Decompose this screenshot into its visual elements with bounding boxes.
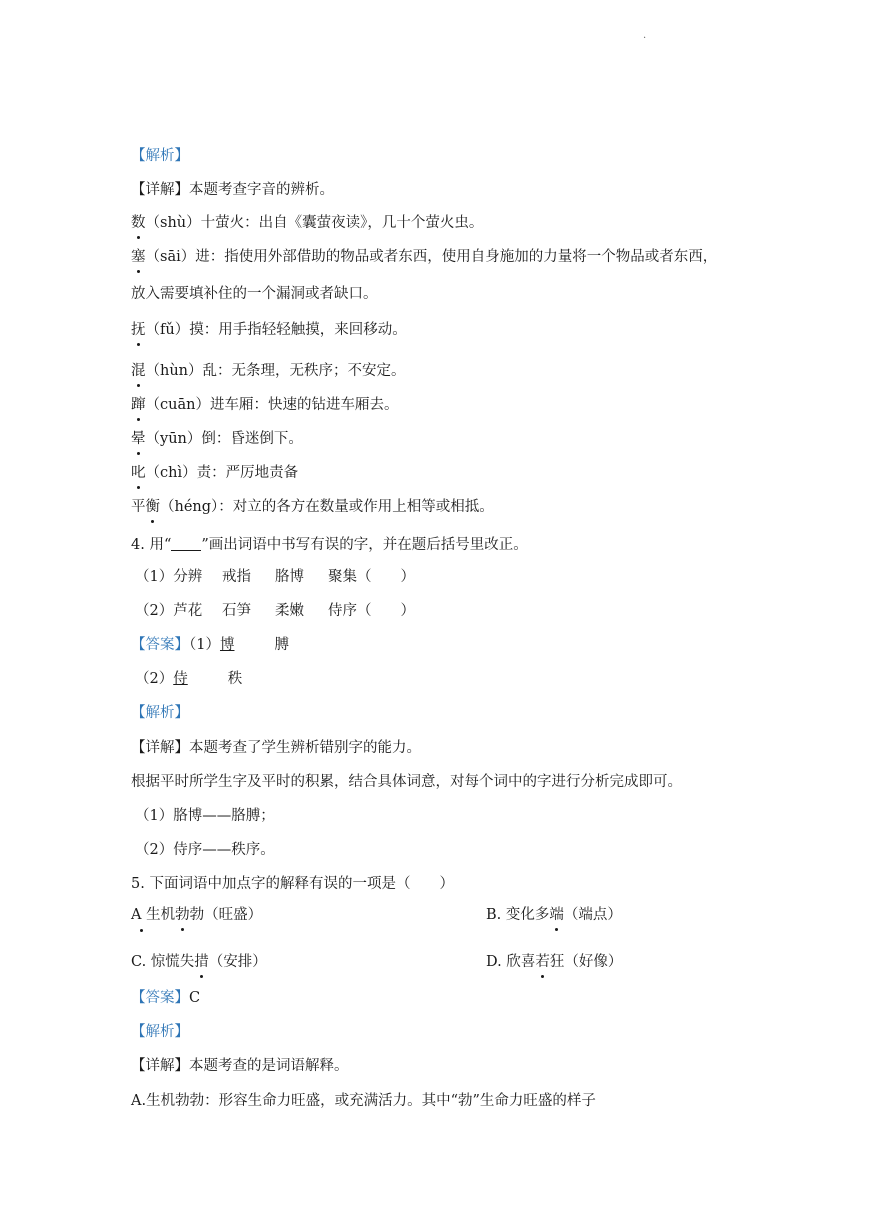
option-pre: 惊慌失 xyxy=(150,954,195,970)
entry-text: （sāi）进：指使用外部借助的物品或者东西，使用自身施加的力量将一个物品或者东西， xyxy=(145,249,718,265)
q4-stem-b: ”画出词语中书写有误的字，并在题后括号里改正。 xyxy=(201,537,528,553)
q4-stem-a: 4. 用“ xyxy=(131,537,172,553)
q4-answer-1 xyxy=(131,635,289,655)
option-pre: 变化多 xyxy=(505,907,550,923)
entry-chi xyxy=(131,463,298,483)
answer-wrong-char: 博 xyxy=(219,637,235,653)
top-mark: . xyxy=(643,30,647,41)
q5-explain-a: A.生机勃勃：形容生命力旺盛，或充满活力。其中“勃”生命力旺盛的样子 xyxy=(131,1093,596,1109)
q5-option-c xyxy=(131,952,267,972)
detail-text: 本题考查了学生辨析错别字的能力。 xyxy=(189,740,421,756)
q4-word: 戒指 xyxy=(222,569,251,585)
entry-sai xyxy=(131,247,717,267)
q4-word: （1）分辨 xyxy=(135,569,203,585)
dotted-char: 叱 xyxy=(131,465,146,481)
detail-text: 本题考查的是词语解释。 xyxy=(189,1058,349,1074)
entry-text: （cuān）进车厢：快速的钻进车厢去。 xyxy=(145,397,399,413)
dotted-char: 抚 xyxy=(131,322,146,338)
underline-blank xyxy=(171,536,201,551)
entry-yun xyxy=(131,429,303,449)
q4-word: （2）芦花 xyxy=(135,603,203,619)
answer-tag: 【答案】 xyxy=(131,637,189,653)
entry-text: （hùn）乱：无条理，无秩序；不安定。 xyxy=(145,363,406,379)
entry-prefix: 平 xyxy=(131,499,146,515)
q4-explain: 根据平时所学生字及平时的积累，结合具体词意，对每个词中的字进行分析完成即可。 xyxy=(131,774,682,790)
q5-option-d xyxy=(486,952,622,972)
q5-analysis: 【解析】 xyxy=(131,1024,189,1040)
option-label: B. xyxy=(486,907,502,923)
answer-num: （1） xyxy=(189,637,220,653)
detail-tag: 【详解】 xyxy=(131,182,189,198)
q4-stem xyxy=(131,535,528,555)
entry-sai-cont xyxy=(131,284,378,304)
entry-hun xyxy=(131,361,406,381)
q5-option-b xyxy=(486,905,622,925)
q4-word: 聚集（ ） xyxy=(328,569,415,585)
dotted-char: 蹿 xyxy=(131,397,146,413)
q4-detail xyxy=(131,738,421,758)
answer-wrong-char: 侍 xyxy=(173,671,188,687)
dotted-char: 数 xyxy=(131,215,146,231)
q5-stem: 5. 下面词语中加点字的解释有误的一项是（ ） xyxy=(131,876,454,892)
answer-tag: 【答案】 xyxy=(131,990,189,1006)
answer-value: C xyxy=(189,990,201,1006)
dotted-char: 措 xyxy=(194,954,209,970)
option-label: A xyxy=(131,907,142,923)
dotted-char: 塞 xyxy=(131,249,146,265)
q4-word: 胳博 xyxy=(275,569,304,585)
option-post: （安排） xyxy=(208,954,267,970)
entry-text: 放入需要填补住的一个漏洞或者缺口。 xyxy=(131,286,378,302)
answer-num: （2） xyxy=(135,671,174,687)
q4-word: 石笋 xyxy=(222,603,251,619)
answer-right-char: 膊 xyxy=(274,637,289,653)
q4-word: 柔嫩 xyxy=(275,603,304,619)
option-pre: 生机 xyxy=(146,907,176,923)
detail-tag: 【详解】 xyxy=(131,740,189,756)
q4-row2 xyxy=(135,601,415,621)
q4-analysis: 【解析】 xyxy=(131,705,189,721)
entry-heng xyxy=(131,497,494,517)
dotted-char: 若 xyxy=(535,954,550,970)
dotted-char: 晕 xyxy=(131,431,146,447)
detail-tag: 【详解】 xyxy=(131,1058,189,1074)
dotted-char: 混 xyxy=(131,363,146,379)
dotted-char: 衡 xyxy=(145,499,160,515)
option-post: （端点） xyxy=(563,907,622,923)
entry-text: （yūn）倒：昏迷倒下。 xyxy=(145,431,303,447)
q5-detail xyxy=(131,1056,349,1076)
option-post: 狂（好像） xyxy=(549,954,623,970)
dotted-char: 勃 xyxy=(175,907,190,923)
option-pre: 欣喜 xyxy=(506,954,536,970)
q4-answer-2 xyxy=(135,669,242,689)
entry-text: （héng）：对立的各方在数量或作用上相等或相抵。 xyxy=(160,499,494,515)
detail-line xyxy=(131,180,334,200)
option-label: D. xyxy=(486,954,502,970)
entry-fu xyxy=(131,320,407,340)
analysis-heading: 【解析】 xyxy=(131,148,189,164)
q5-answer xyxy=(131,988,200,1008)
answer-right-char: 秩 xyxy=(227,671,243,687)
entry-shu xyxy=(131,213,483,233)
q4-fix-2: （2）侍序——秩序。 xyxy=(135,842,275,858)
q5-option-a xyxy=(131,905,262,925)
option-post: 勃（旺盛） xyxy=(189,907,263,923)
entry-text: （shù）十萤火：出自《囊萤夜读》，几十个萤火虫。 xyxy=(145,215,484,231)
q4-row1 xyxy=(135,567,415,587)
q4-fix-1: （1）胳博——胳膊； xyxy=(135,808,275,824)
dotted-char: 端 xyxy=(549,907,564,923)
stray-dot xyxy=(140,929,143,932)
option-label: C. xyxy=(131,954,147,970)
detail-text: 本题考查字音的辨析。 xyxy=(189,182,334,198)
entry-cuan xyxy=(131,395,398,415)
q4-word: 侍序（ ） xyxy=(328,603,415,619)
entry-text: （chì）责：严厉地责备 xyxy=(145,465,299,481)
entry-text: （fǔ）摸：用手指轻轻触摸，来回移动。 xyxy=(145,322,407,338)
